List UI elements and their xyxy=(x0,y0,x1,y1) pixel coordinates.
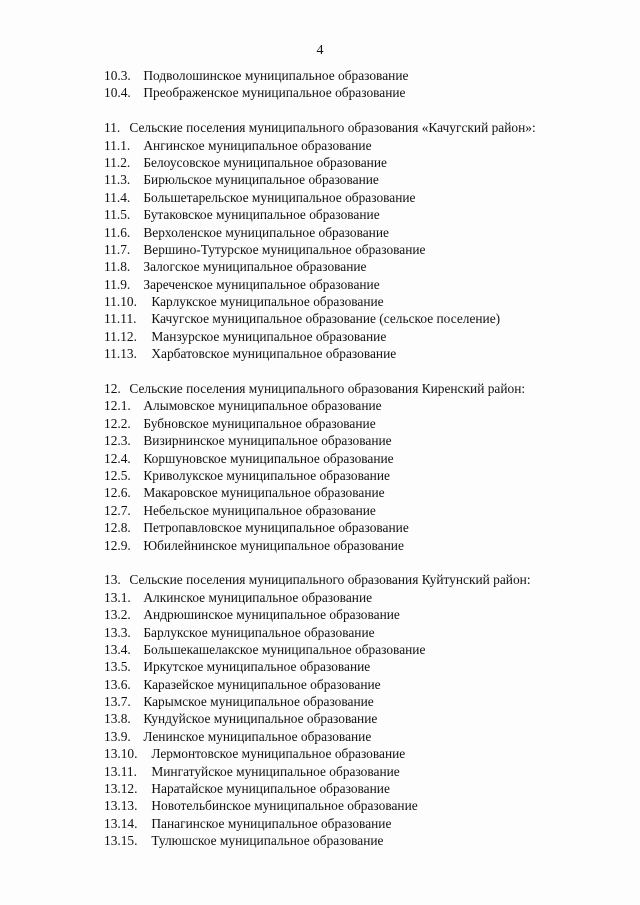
list-item xyxy=(104,415,604,432)
list-item xyxy=(104,450,604,467)
list-item xyxy=(104,67,604,84)
item-text: Иркутское муниципальное образование xyxy=(143,659,371,675)
item-text: Большекашелакское муниципальное образование xyxy=(143,641,426,657)
item-number: 12.9. xyxy=(104,537,131,553)
item-text: Качугское муниципальное образование (сельское поселение) xyxy=(151,311,501,327)
section-heading-text: Сельские поселения муниципального образования Киренский район: xyxy=(129,381,526,397)
section-number: 13. xyxy=(104,572,121,588)
list-item xyxy=(104,537,604,554)
item-number: 11.8. xyxy=(104,259,131,275)
item-number: 11.9. xyxy=(104,276,131,292)
item-number: 13.5. xyxy=(104,659,131,675)
item-text: Ангинское муниципальное образование xyxy=(143,137,372,153)
item-number: 11.13. xyxy=(104,346,137,362)
list-item xyxy=(104,224,604,241)
item-text: Бубновское муниципальное образование xyxy=(143,415,376,431)
item-number: 13.13. xyxy=(104,798,138,814)
list-item xyxy=(104,276,604,293)
item-number: 11.7. xyxy=(104,241,131,257)
list-item xyxy=(104,189,604,206)
item-number: 13.2. xyxy=(104,607,131,623)
item-text: Коршуновское муниципальное образование xyxy=(143,450,394,466)
item-text: Харбатовское муниципальное образование xyxy=(151,346,397,362)
item-text: Криволукское муниципальное образование xyxy=(143,467,390,483)
item-text: Алымовское муниципальное образование xyxy=(143,398,382,414)
item-number: 12.8. xyxy=(104,520,131,536)
list-item xyxy=(104,310,604,327)
item-number: 12.5. xyxy=(104,467,131,483)
item-text: Подволошинское муниципальное образование xyxy=(143,68,409,83)
list-item xyxy=(104,641,604,658)
list-item xyxy=(104,502,604,519)
item-number: 13.15. xyxy=(104,833,138,849)
list-item xyxy=(104,693,604,710)
item-text: Алкинское муниципальное образование xyxy=(143,589,373,605)
item-number: 13.12. xyxy=(104,781,138,797)
item-text: Белоусовское муниципальное образование xyxy=(143,154,387,170)
item-text: Макаровское муниципальное образование xyxy=(143,485,385,501)
item-number: 13.6. xyxy=(104,676,131,692)
item-number: 11.6. xyxy=(104,224,131,240)
item-text: Ленинское муниципальное образование xyxy=(143,728,372,744)
item-number: 11.2. xyxy=(104,154,131,170)
list-item xyxy=(104,815,604,832)
page-number: 4 xyxy=(316,43,324,58)
section-number: 12. xyxy=(104,381,121,397)
list-item xyxy=(104,171,604,188)
item-number: 12.3. xyxy=(104,433,131,449)
list-item xyxy=(104,780,604,797)
section-heading-text: Сельские поселения муниципального образования «Качугский район»: xyxy=(129,120,536,136)
item-number: 13.1. xyxy=(104,589,131,605)
item-number: 12.6. xyxy=(104,485,131,501)
list-item xyxy=(104,293,604,310)
item-text: Большетарельское муниципальное образование xyxy=(143,189,416,205)
item-text: Манзурское муниципальное образование xyxy=(151,328,387,344)
list-item xyxy=(104,137,604,154)
list-item xyxy=(104,84,604,101)
item-text: Панагинское муниципальное образование xyxy=(151,815,392,831)
item-text: Андрюшинское муниципальное образование xyxy=(143,607,400,623)
item-text: Бутаковское муниципальное образование xyxy=(143,207,380,223)
item-text: Бирюльское муниципальное образование xyxy=(143,172,379,188)
item-text: Юбилейнинское муниципальное образование xyxy=(143,537,404,553)
list-item xyxy=(104,624,604,641)
item-number: 11.4. xyxy=(104,189,131,205)
item-number: 12.1. xyxy=(104,398,131,414)
item-text: Карлукское муниципальное образование xyxy=(151,294,384,310)
section-number: 11. xyxy=(104,120,121,136)
item-text: Новотельбинское муниципальное образование xyxy=(151,798,418,814)
list-item xyxy=(104,797,604,814)
list-item xyxy=(104,676,604,693)
item-text: Наратайское муниципальное образование xyxy=(151,781,390,797)
item-text: Кундуйское муниципальное образование xyxy=(143,711,378,727)
list-item xyxy=(104,763,604,780)
item-number: 13.9. xyxy=(104,728,131,744)
pre-items-list xyxy=(104,67,604,102)
document-body xyxy=(104,67,604,850)
item-number: 12.4. xyxy=(104,450,131,466)
item-number: 13.10. xyxy=(104,746,138,762)
list-item xyxy=(104,345,604,362)
item-number: 13.14. xyxy=(104,815,138,831)
item-text: Вершино-Тутурское муниципальное образование xyxy=(143,241,426,257)
item-number: 12.7. xyxy=(104,502,131,518)
item-text: Барлукское муниципальное образование xyxy=(143,624,375,640)
item-number: 11.5. xyxy=(104,207,131,223)
item-number: 11.11. xyxy=(104,311,137,327)
item-number: 10.3. xyxy=(104,68,131,83)
item-number: 11.12. xyxy=(104,328,137,344)
section-heading xyxy=(104,571,604,588)
item-number: 10.4. xyxy=(104,85,131,101)
list-item xyxy=(104,658,604,675)
list-item xyxy=(104,467,604,484)
section-heading-text: Сельские поселения муниципального образования Куйтунский район: xyxy=(129,572,531,588)
list-item xyxy=(104,606,604,623)
list-item xyxy=(104,728,604,745)
section-heading xyxy=(104,380,604,397)
item-number: 11.10. xyxy=(104,294,137,310)
list-item xyxy=(104,206,604,223)
list-item xyxy=(104,397,604,414)
item-number: 11.3. xyxy=(104,172,131,188)
list-item xyxy=(104,328,604,345)
item-number: 13.4. xyxy=(104,641,131,657)
item-text: Зареченское муниципальное образование xyxy=(143,276,380,292)
list-item xyxy=(104,519,604,536)
list-item xyxy=(104,832,604,849)
item-number: 13.7. xyxy=(104,694,131,710)
list-item xyxy=(104,745,604,762)
list-item xyxy=(104,710,604,727)
item-text: Каразейское муниципальное образование xyxy=(143,676,381,692)
item-text: Небельское муниципальное образование xyxy=(143,502,376,518)
item-text: Тулюшское муниципальное образование xyxy=(151,833,384,849)
item-text: Мингатуйское муниципальное образование xyxy=(151,763,400,779)
list-item xyxy=(104,589,604,606)
item-text: Карымское муниципальное образование xyxy=(143,694,374,710)
list-item xyxy=(104,484,604,501)
item-number: 12.2. xyxy=(104,415,131,431)
item-number: 13.3. xyxy=(104,624,131,640)
section-11 xyxy=(104,119,604,362)
section-heading xyxy=(104,119,604,136)
item-number: 13.8. xyxy=(104,711,131,727)
section-12 xyxy=(104,380,604,554)
item-number: 13.11. xyxy=(104,763,137,779)
item-number: 11.1. xyxy=(104,137,131,153)
item-text: Визирнинское муниципальное образование xyxy=(143,433,392,449)
item-text: Петропавловское муниципальное образование xyxy=(143,520,409,536)
list-item xyxy=(104,258,604,275)
list-item xyxy=(104,432,604,449)
list-item xyxy=(104,241,604,258)
item-text: Преображенское муниципальное образование xyxy=(143,85,406,101)
item-text: Лермонтовское муниципальное образование xyxy=(151,746,406,762)
item-text: Верхоленское муниципальное образование xyxy=(143,224,389,240)
item-text: Залогское муниципальное образование xyxy=(143,259,367,275)
section-13 xyxy=(104,571,604,849)
list-item xyxy=(104,154,604,171)
